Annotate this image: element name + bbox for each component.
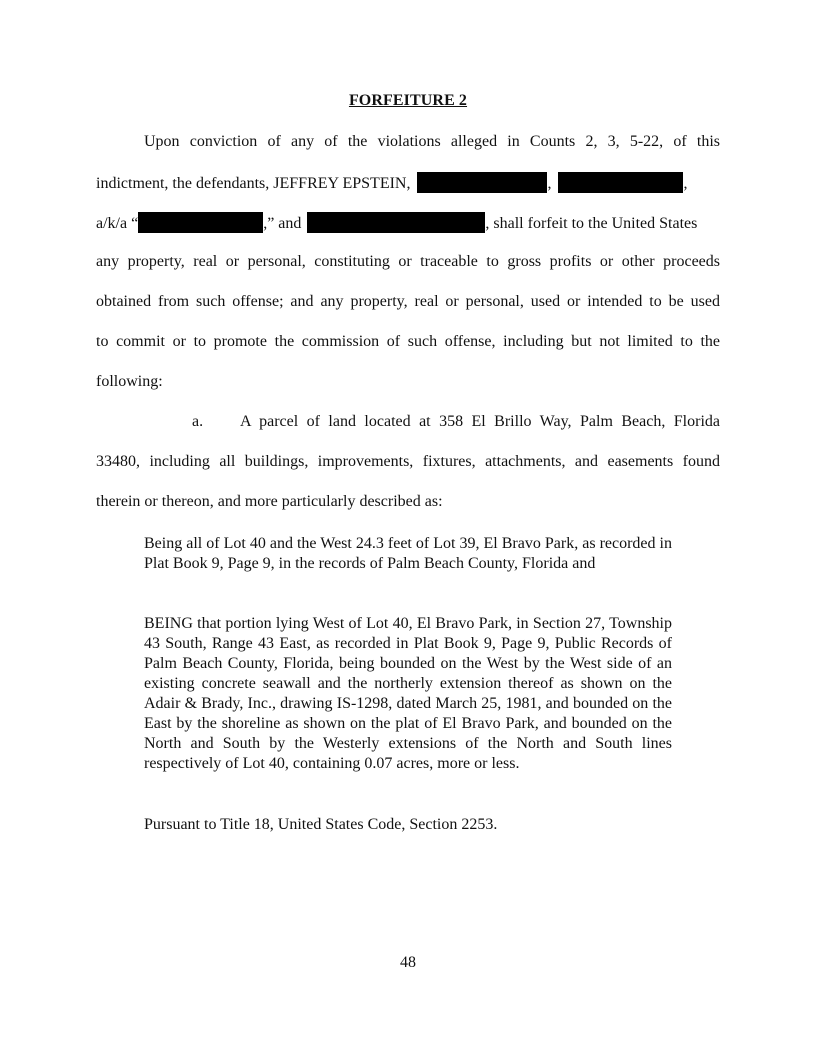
intro-line-3-aka: a/k/a “: [96, 215, 139, 232]
statute-citation: Pursuant to Title 18, United States Code, Section 2253.: [144, 816, 498, 833]
item-a-letter: a.: [192, 413, 204, 430]
redaction-box: [417, 172, 547, 193]
redaction-box: [307, 212, 485, 233]
intro-line-2-comma-2: ,: [683, 175, 688, 192]
intro-line-7: following:: [96, 373, 163, 390]
legal-description-paragraph-1: Being all of Lot 40 and the West 24.3 feet of Lot 39, El Bravo Park, as recorded in Plat Book 9, Page 9, in the records of Palm Beach County, Florida and: [144, 535, 672, 572]
intro-line-6: to commit or to promote the commission of such offense, including but not limited to the: [96, 333, 720, 350]
intro-line-2-text: indictment, the defendants, JEFFREY EPSTEIN,: [96, 175, 411, 192]
item-a-line-3: therein or thereon, and more particularly described as:: [96, 493, 443, 510]
page-number: 48: [400, 954, 416, 971]
intro-line-5: obtained from such offense; and any property, real or personal, used or intended to be used: [96, 293, 720, 310]
legal-description-paragraph-2: BEING that portion lying West of Lot 40, El Bravo Park, in Section 27, Township 43 South, Range 43 East, as recorded in Plat Book 9, Page 9, Public Records of Palm Beach County, Florida, being bounded on the West by the West side of an existing concrete seawall and the northerly extension thereof as shown on the Adair & Brady, Inc., drawing IS-1298, dated March 25, 1981, and bounded on the East by the shoreline as shown on the plat of El Bravo Park, and bounded on the North and South by the Westerly extensions of the North and South lines respectively of Lot 40, containing 0.07 acres, more or less.: [144, 615, 672, 772]
intro-line-3: [96, 212, 720, 234]
intro-line-3-and: ,” and: [263, 215, 302, 232]
intro-line-2-comma-1: ,: [547, 175, 552, 192]
redaction-box: [138, 212, 263, 233]
intro-line-3-after: , shall forfeit to the United States: [485, 215, 698, 232]
item-a-line-1-text: A parcel of land located at 358 El Brillo Way, Palm Beach, Florida: [240, 413, 720, 430]
intro-line-1: Upon conviction of any of the violations alleged in Counts 2, 3, 5-22, of this: [144, 133, 720, 150]
item-a-line-1: [192, 412, 720, 432]
intro-line-4: any property, real or personal, constituting or traceable to gross profits or other proceeds: [96, 253, 720, 270]
item-a-line-2: 33480, including all buildings, improvements, fixtures, attachments, and easements found: [96, 453, 720, 470]
redaction-box: [558, 172, 683, 193]
section-heading: FORFEITURE 2: [348, 92, 468, 109]
intro-line-2: [96, 172, 720, 194]
